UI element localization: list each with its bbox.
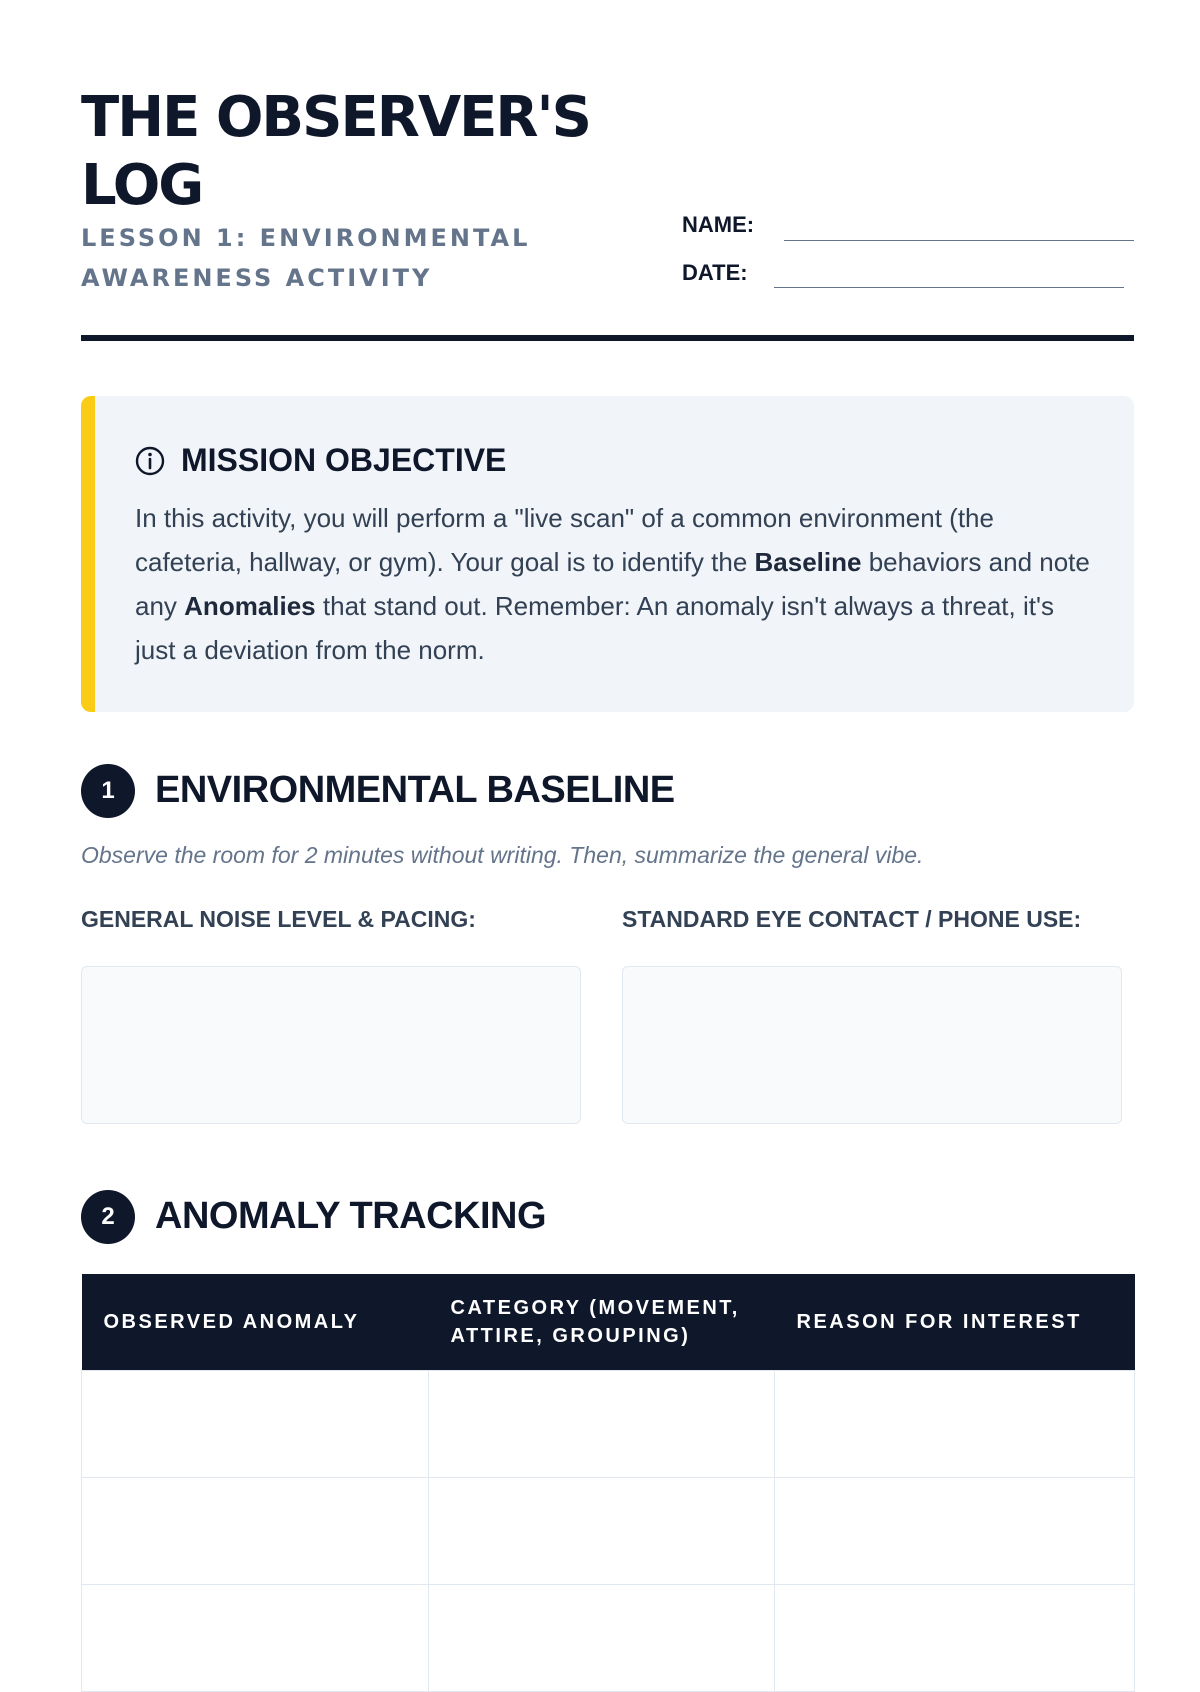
table-cell[interactable] [429, 1371, 775, 1478]
date-field[interactable] [774, 287, 1124, 288]
table-cell[interactable] [82, 1478, 429, 1585]
baseline-emphasis: Baseline [754, 547, 862, 577]
objective-text-part: that stand out. Remember: An anomaly isn't always a threat, it's just a deviation from the norm. [135, 591, 1054, 665]
eye-contact-answer-box[interactable] [622, 966, 1122, 1124]
objective-text [135, 496, 1095, 672]
table-cell[interactable] [82, 1585, 429, 1692]
eye-contact-label: STANDARD EYE CONTACT / PHONE USE: [622, 906, 1082, 932]
header-divider [81, 335, 1134, 341]
anomaly-tracking-table [81, 1274, 1135, 1692]
column-header: REASON FOR INTEREST [775, 1274, 1135, 1371]
objective-text-part: In this activity, you will perform a "live scan" of a common environment (the cafeteria, hallway, or gym). Your goal is to identify the [135, 503, 994, 577]
table-cell[interactable] [429, 1478, 775, 1585]
table-cell[interactable] [775, 1371, 1135, 1478]
section-1-title: ENVIRONMENTAL BASELINE [155, 769, 675, 811]
table-cell[interactable] [82, 1371, 429, 1478]
lesson-subtitle: LESSON 1: ENVIRONMENTAL AWARENESS ACTIVITY [81, 224, 531, 292]
table-cell[interactable] [429, 1585, 775, 1692]
column-header: CATEGORY (MOVEMENT, ATTIRE, GROUPING) [429, 1274, 775, 1371]
table-row [82, 1478, 1135, 1585]
table-cell[interactable] [775, 1478, 1135, 1585]
section-2-badge: 2 [81, 1190, 135, 1244]
worksheet-title: THE OBSERVER'S LOG [81, 85, 591, 218]
table-header-row [82, 1274, 1135, 1371]
table-row [82, 1585, 1135, 1692]
anomalies-emphasis: Anomalies [184, 591, 316, 621]
objective-title: MISSION OBJECTIVE [181, 442, 507, 478]
noise-level-answer-box[interactable] [81, 966, 581, 1124]
table-row [82, 1371, 1135, 1478]
section-2-title: ANOMALY TRACKING [155, 1195, 547, 1237]
info-circle-icon [135, 446, 165, 476]
objective-text-part: behaviors and note any [135, 547, 1090, 621]
baseline-instructions: Observe the room for 2 minutes without writing. Then, summarize the general vibe. [81, 842, 924, 868]
section-1-badge: 1 [81, 764, 135, 818]
name-field[interactable] [784, 240, 1134, 241]
noise-level-label: GENERAL NOISE LEVEL & PACING: [81, 906, 476, 932]
column-header: OBSERVED ANOMALY [82, 1274, 429, 1371]
name-label: NAME: [682, 212, 755, 237]
table-cell[interactable] [775, 1585, 1135, 1692]
objective-accent-bar [81, 396, 95, 712]
date-label: DATE: [682, 260, 748, 285]
